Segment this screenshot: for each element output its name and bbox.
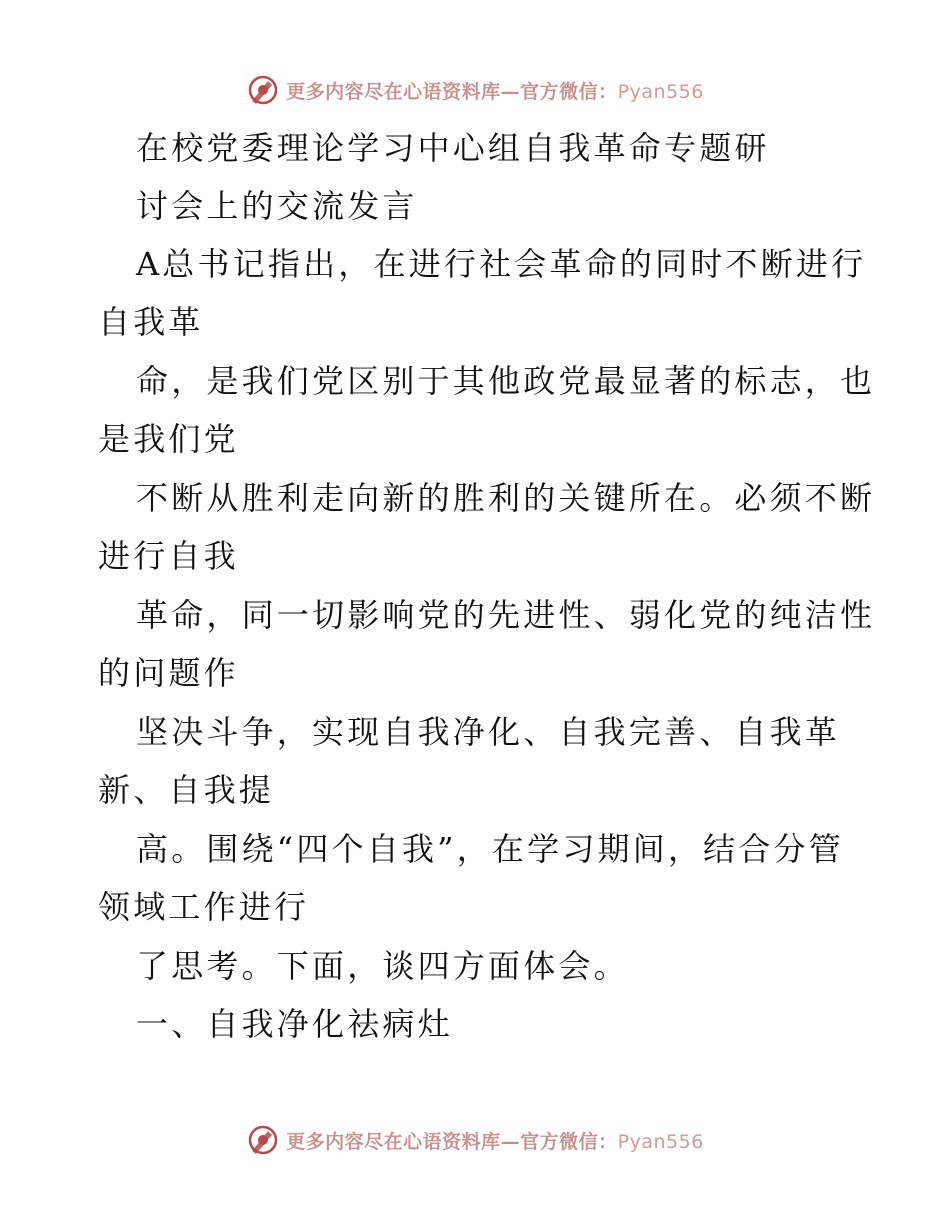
watermark-text: 更多内容尽在心语资料库—官方微信：Pyan556 — [286, 80, 704, 103]
footer-watermark — [0, 1120, 950, 1160]
paragraph-line: 自我革 — [98, 303, 204, 341]
pen-logo-icon — [246, 73, 280, 107]
paragraph-line: 进行自我 — [98, 537, 239, 575]
pen-logo-icon — [246, 1123, 280, 1157]
paragraph-line: 领域工作进行 — [98, 888, 310, 926]
title-line-2: 讨会上的交流发言 — [136, 187, 418, 225]
header-watermark — [0, 70, 950, 110]
paragraph-line: A总书记指出，在进行社会革命的同时不断进行 — [136, 245, 867, 283]
paragraph-line: 是我们党 — [98, 420, 239, 458]
paragraph-line: 坚决斗争，实现自我净化、自我完善、自我革 — [136, 713, 841, 751]
watermark-account: Pyan556 — [617, 80, 704, 103]
paragraph-line: 了思考。下面，谈四方面体会。 — [136, 947, 629, 985]
paragraph-line: 的问题作 — [98, 654, 239, 692]
paragraph-line: 高。围绕“四个自我”，在学习期间，结合分管 — [136, 830, 844, 868]
paragraph-line: 不断从胜利走向新的胜利的关键所在。必须不断 — [136, 479, 876, 517]
title-line-1: 在校党委理论学习中心组自我革命专题研 — [136, 129, 770, 167]
watermark-account: Pyan556 — [617, 1130, 704, 1153]
paragraph-line: 新、自我提 — [98, 771, 275, 809]
paragraph-line: 革命，同一切影响党的先进性、弱化党的纯洁性 — [136, 596, 876, 634]
watermark-text: 更多内容尽在心语资料库—官方微信：Pyan556 — [286, 1130, 704, 1153]
paragraph-line: 命，是我们党区别于其他政党最显著的标志，也 — [136, 362, 876, 400]
section-heading: 一、自我净化祛病灶 — [136, 1005, 453, 1043]
